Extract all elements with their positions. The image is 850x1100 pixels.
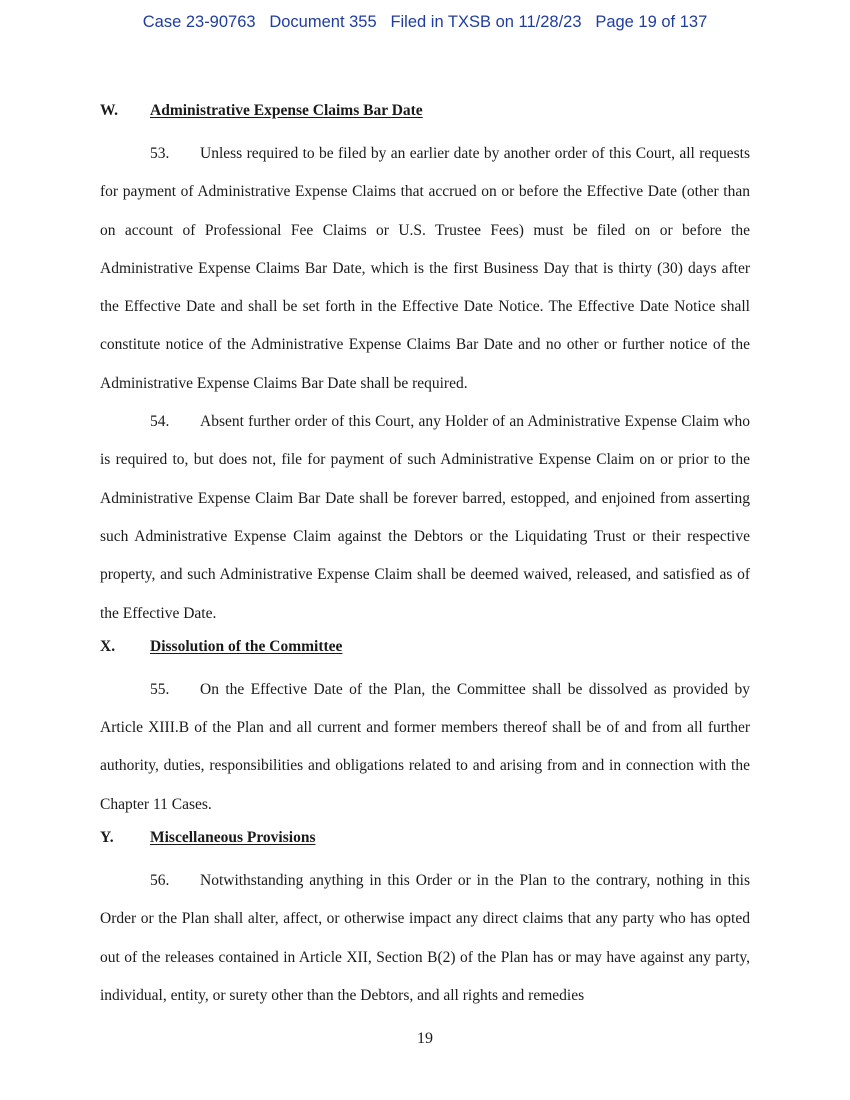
paragraph-55 [100, 671, 750, 824]
section-letter: W. [100, 102, 118, 119]
section-heading-w [100, 97, 750, 135]
page-number: 19 [417, 1030, 433, 1047]
section-title: Administrative Expense Claims Bar Date [150, 102, 423, 119]
paragraph-53 [100, 135, 750, 403]
paragraph-number: 56. [150, 872, 170, 890]
paragraph-56 [100, 862, 750, 1015]
paragraph-number: 53. [150, 145, 170, 162]
section-heading-y [100, 824, 750, 862]
section-title: Dissolution of the Committee [150, 637, 343, 655]
section-title: Miscellaneous Provisions [150, 829, 316, 847]
paragraph-number: 54. [150, 413, 170, 431]
section-letter: X. [100, 637, 116, 655]
paragraph-54 [100, 403, 750, 633]
paragraph-text: Unless required to be filed by an earlier date by another order of this Court, all requests for payment of Administrative Expense Claims that accrued on or before the Effective Date (other than on account of Professional Fee Claims or U.S. Trustee Fees) must be filed on or before the Administrative Expense Claims Bar Date, which is the first Business Day that is thirty (30) days after the Effective Date and shall be set forth in the Effective Date Notice. The Effective Date Notice shall constitute notice of the Administrative Expense Claims Bar Date and no other or further notice of the Administrative Expense Claims Bar Date shall be required. [100, 145, 750, 392]
paragraph-text: On the Effective Date of the Plan, the Committee shall be dissolved as provided by Article XIII.B of the Plan and all current and former members thereof shall be of and from all further authority, duties, responsibilities and obligations related to and arising from and in connection with the Chapter 11 Cases. [100, 680, 750, 813]
section-letter: Y. [100, 829, 114, 847]
section-heading-x [100, 633, 750, 671]
page-info: Page 19 of 137 [595, 13, 708, 31]
paragraph-text: Notwithstanding anything in this Order or in the Plan to the contrary, nothing in this Order or the Plan shall alter, affect, or otherwise impact any direct claims that any party who has opted out of the releases contained in Article XII, Section B(2) of the Plan has or may have against any party, individual, entity, or surety other than the Debtors, and all rights and remedies [100, 872, 750, 1004]
paragraph-text: Absent further order of this Court, any Holder of an Administrative Expense Claim who is required to, but does not, file for payment of such Administrative Expense Claim on or prior to the Administrative Expense Claim Bar Date shall be forever barred, estopped, and enjoined from asserting such Administrative Expense Claim against the Debtors or the Liquidating Trust or their respective property, and such Administrative Expense Claim shall be deemed waived, released, and satisfied as of the Effective Date. [100, 413, 750, 622]
document-body [100, 97, 750, 1015]
filing-header [0, 13, 850, 32]
document-number: Document 355 [269, 13, 377, 31]
case-number: Case 23-90763 [142, 13, 256, 31]
paragraph-number: 55. [150, 680, 170, 698]
filed-info: Filed in TXSB on 11/28/23 [390, 13, 582, 31]
